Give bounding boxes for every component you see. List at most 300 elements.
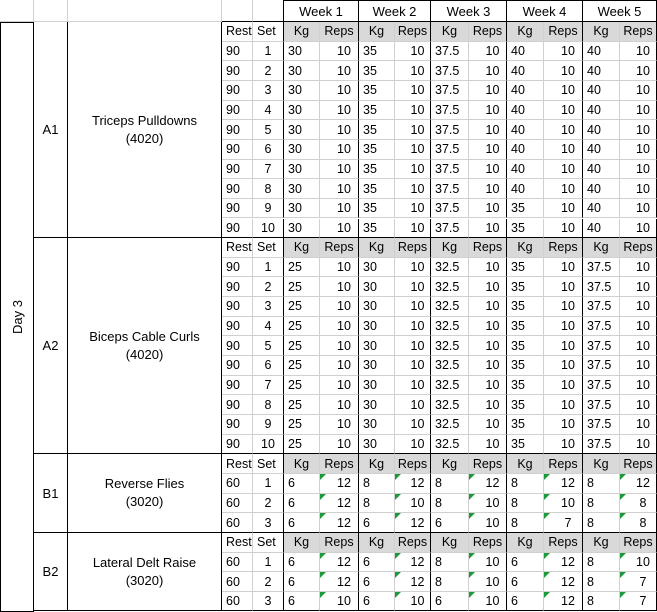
- column-header-kg[interactable]: [284, 454, 320, 474]
- column-header-set[interactable]: [253, 533, 284, 553]
- set-cell[interactable]: [253, 277, 284, 297]
- column-header-reps[interactable]: [469, 238, 507, 258]
- kg-cell[interactable]: [507, 553, 544, 573]
- kg-cell[interactable]: [284, 336, 320, 356]
- kg-cell[interactable]: [583, 199, 620, 219]
- rest-cell[interactable]: [222, 395, 253, 415]
- kg-cell[interactable]: [284, 395, 320, 415]
- exercise-code-cell[interactable]: [34, 533, 68, 612]
- column-header-kg[interactable]: [583, 533, 620, 553]
- week-header[interactable]: [284, 0, 359, 22]
- kg-cell[interactable]: [583, 474, 620, 494]
- reps-cell[interactable]: [320, 61, 359, 81]
- kg-cell[interactable]: [359, 160, 395, 180]
- kg-cell[interactable]: [431, 219, 469, 239]
- reps-cell[interactable]: [544, 415, 583, 435]
- kg-cell[interactable]: [583, 435, 620, 455]
- reps-cell[interactable]: [620, 553, 657, 573]
- reps-cell[interactable]: [395, 572, 431, 592]
- reps-cell[interactable]: [320, 592, 359, 612]
- reps-cell[interactable]: [620, 356, 657, 376]
- reps-cell[interactable]: [395, 179, 431, 199]
- kg-cell[interactable]: [359, 42, 395, 62]
- column-header-reps[interactable]: [320, 238, 359, 258]
- column-header-kg[interactable]: [431, 533, 469, 553]
- column-header-reps[interactable]: [544, 238, 583, 258]
- kg-cell[interactable]: [583, 61, 620, 81]
- kg-cell[interactable]: [583, 376, 620, 396]
- rest-cell[interactable]: [222, 277, 253, 297]
- set-cell[interactable]: [253, 592, 284, 612]
- kg-cell[interactable]: [507, 376, 544, 396]
- kg-cell[interactable]: [284, 415, 320, 435]
- reps-cell[interactable]: [320, 277, 359, 297]
- kg-cell[interactable]: [431, 553, 469, 573]
- kg-cell[interactable]: [359, 395, 395, 415]
- kg-cell[interactable]: [431, 61, 469, 81]
- reps-cell[interactable]: [620, 474, 657, 494]
- reps-cell[interactable]: [620, 435, 657, 455]
- kg-cell[interactable]: [431, 277, 469, 297]
- kg-cell[interactable]: [431, 42, 469, 62]
- reps-cell[interactable]: [620, 317, 657, 337]
- reps-cell[interactable]: [544, 199, 583, 219]
- reps-cell[interactable]: [620, 160, 657, 180]
- rest-cell[interactable]: [222, 140, 253, 160]
- reps-cell[interactable]: [320, 513, 359, 533]
- column-header-reps[interactable]: [320, 454, 359, 474]
- reps-cell[interactable]: [395, 219, 431, 239]
- reps-cell[interactable]: [469, 277, 507, 297]
- kg-cell[interactable]: [359, 592, 395, 612]
- set-cell[interactable]: [253, 494, 284, 514]
- reps-cell[interactable]: [395, 140, 431, 160]
- reps-cell[interactable]: [620, 513, 657, 533]
- reps-cell[interactable]: [544, 101, 583, 121]
- reps-cell[interactable]: [395, 81, 431, 101]
- rest-cell[interactable]: [222, 317, 253, 337]
- kg-cell[interactable]: [431, 494, 469, 514]
- rest-cell[interactable]: [222, 160, 253, 180]
- reps-cell[interactable]: [620, 199, 657, 219]
- kg-cell[interactable]: [359, 140, 395, 160]
- kg-cell[interactable]: [583, 160, 620, 180]
- reps-cell[interactable]: [544, 513, 583, 533]
- kg-cell[interactable]: [359, 415, 395, 435]
- set-cell[interactable]: [253, 160, 284, 180]
- kg-cell[interactable]: [284, 199, 320, 219]
- exercise-code-cell[interactable]: [34, 238, 68, 454]
- reps-cell[interactable]: [320, 572, 359, 592]
- reps-cell[interactable]: [320, 199, 359, 219]
- column-header-rest[interactable]: [222, 533, 253, 553]
- kg-cell[interactable]: [507, 179, 544, 199]
- kg-cell[interactable]: [284, 474, 320, 494]
- exercise-code-cell[interactable]: [34, 22, 68, 238]
- column-header-reps[interactable]: [469, 454, 507, 474]
- rest-cell[interactable]: [222, 120, 253, 140]
- reps-cell[interactable]: [395, 336, 431, 356]
- reps-cell[interactable]: [469, 42, 507, 62]
- kg-cell[interactable]: [359, 219, 395, 239]
- column-header-kg[interactable]: [284, 238, 320, 258]
- set-cell[interactable]: [253, 553, 284, 573]
- kg-cell[interactable]: [284, 61, 320, 81]
- set-cell[interactable]: [253, 140, 284, 160]
- reps-cell[interactable]: [620, 395, 657, 415]
- reps-cell[interactable]: [320, 356, 359, 376]
- reps-cell[interactable]: [469, 120, 507, 140]
- column-header-reps[interactable]: [469, 533, 507, 553]
- column-header-rest[interactable]: [222, 454, 253, 474]
- reps-cell[interactable]: [395, 376, 431, 396]
- set-cell[interactable]: [253, 179, 284, 199]
- reps-cell[interactable]: [544, 258, 583, 278]
- reps-cell[interactable]: [620, 42, 657, 62]
- reps-cell[interactable]: [320, 42, 359, 62]
- reps-cell[interactable]: [544, 61, 583, 81]
- set-cell[interactable]: [253, 61, 284, 81]
- reps-cell[interactable]: [469, 553, 507, 573]
- reps-cell[interactable]: [620, 140, 657, 160]
- set-cell[interactable]: [253, 101, 284, 121]
- column-header-reps[interactable]: [544, 533, 583, 553]
- kg-cell[interactable]: [583, 513, 620, 533]
- kg-cell[interactable]: [359, 81, 395, 101]
- reps-cell[interactable]: [620, 592, 657, 612]
- reps-cell[interactable]: [395, 120, 431, 140]
- kg-cell[interactable]: [507, 494, 544, 514]
- reps-cell[interactable]: [395, 199, 431, 219]
- reps-cell[interactable]: [544, 81, 583, 101]
- column-header-reps[interactable]: [395, 533, 431, 553]
- reps-cell[interactable]: [469, 61, 507, 81]
- reps-cell[interactable]: [544, 435, 583, 455]
- rest-cell[interactable]: [222, 553, 253, 573]
- reps-cell[interactable]: [320, 297, 359, 317]
- reps-cell[interactable]: [469, 179, 507, 199]
- kg-cell[interactable]: [284, 297, 320, 317]
- reps-cell[interactable]: [395, 592, 431, 612]
- column-header-reps[interactable]: [620, 22, 657, 42]
- exercise-name-cell[interactable]: [68, 22, 222, 238]
- reps-cell[interactable]: [544, 474, 583, 494]
- rest-cell[interactable]: [222, 494, 253, 514]
- rest-cell[interactable]: [222, 179, 253, 199]
- reps-cell[interactable]: [620, 494, 657, 514]
- kg-cell[interactable]: [284, 494, 320, 514]
- reps-cell[interactable]: [469, 474, 507, 494]
- rest-cell[interactable]: [222, 258, 253, 278]
- kg-cell[interactable]: [583, 494, 620, 514]
- kg-cell[interactable]: [583, 297, 620, 317]
- kg-cell[interactable]: [359, 61, 395, 81]
- column-header-reps[interactable]: [544, 22, 583, 42]
- column-header-kg[interactable]: [359, 22, 395, 42]
- kg-cell[interactable]: [507, 101, 544, 121]
- reps-cell[interactable]: [469, 336, 507, 356]
- kg-cell[interactable]: [583, 120, 620, 140]
- column-header-kg[interactable]: [507, 22, 544, 42]
- reps-cell[interactable]: [469, 258, 507, 278]
- reps-cell[interactable]: [544, 356, 583, 376]
- reps-cell[interactable]: [544, 553, 583, 573]
- kg-cell[interactable]: [583, 277, 620, 297]
- reps-cell[interactable]: [620, 120, 657, 140]
- reps-cell[interactable]: [544, 494, 583, 514]
- reps-cell[interactable]: [395, 42, 431, 62]
- set-cell[interactable]: [253, 81, 284, 101]
- rest-cell[interactable]: [222, 336, 253, 356]
- set-cell[interactable]: [253, 258, 284, 278]
- reps-cell[interactable]: [395, 474, 431, 494]
- kg-cell[interactable]: [284, 572, 320, 592]
- reps-cell[interactable]: [320, 553, 359, 573]
- reps-cell[interactable]: [395, 101, 431, 121]
- kg-cell[interactable]: [359, 179, 395, 199]
- column-header-kg[interactable]: [583, 454, 620, 474]
- kg-cell[interactable]: [583, 336, 620, 356]
- reps-cell[interactable]: [395, 513, 431, 533]
- kg-cell[interactable]: [507, 395, 544, 415]
- kg-cell[interactable]: [507, 435, 544, 455]
- kg-cell[interactable]: [431, 140, 469, 160]
- column-header-rest[interactable]: [222, 22, 253, 42]
- set-cell[interactable]: [253, 435, 284, 455]
- rest-cell[interactable]: [222, 199, 253, 219]
- kg-cell[interactable]: [583, 140, 620, 160]
- reps-cell[interactable]: [544, 395, 583, 415]
- reps-cell[interactable]: [469, 572, 507, 592]
- kg-cell[interactable]: [431, 474, 469, 494]
- week-header[interactable]: [583, 0, 657, 22]
- column-header-kg[interactable]: [507, 238, 544, 258]
- reps-cell[interactable]: [395, 553, 431, 573]
- reps-cell[interactable]: [469, 435, 507, 455]
- reps-cell[interactable]: [320, 258, 359, 278]
- kg-cell[interactable]: [359, 435, 395, 455]
- kg-cell[interactable]: [583, 179, 620, 199]
- empty-header-cell[interactable]: [222, 0, 253, 22]
- column-header-reps[interactable]: [620, 454, 657, 474]
- kg-cell[interactable]: [583, 219, 620, 239]
- kg-cell[interactable]: [583, 42, 620, 62]
- kg-cell[interactable]: [431, 376, 469, 396]
- rest-cell[interactable]: [222, 415, 253, 435]
- reps-cell[interactable]: [469, 317, 507, 337]
- kg-cell[interactable]: [284, 435, 320, 455]
- empty-header-cell[interactable]: [68, 0, 222, 22]
- kg-cell[interactable]: [359, 336, 395, 356]
- reps-cell[interactable]: [469, 219, 507, 239]
- kg-cell[interactable]: [507, 61, 544, 81]
- reps-cell[interactable]: [469, 160, 507, 180]
- reps-cell[interactable]: [469, 199, 507, 219]
- kg-cell[interactable]: [507, 277, 544, 297]
- reps-cell[interactable]: [395, 317, 431, 337]
- week-header[interactable]: [431, 0, 507, 22]
- kg-cell[interactable]: [431, 101, 469, 121]
- column-header-set[interactable]: [253, 238, 284, 258]
- reps-cell[interactable]: [320, 160, 359, 180]
- reps-cell[interactable]: [620, 81, 657, 101]
- kg-cell[interactable]: [583, 356, 620, 376]
- kg-cell[interactable]: [431, 572, 469, 592]
- week-header[interactable]: [507, 0, 583, 22]
- exercise-name-cell[interactable]: [68, 533, 222, 612]
- column-header-set[interactable]: [253, 22, 284, 42]
- kg-cell[interactable]: [431, 317, 469, 337]
- kg-cell[interactable]: [507, 81, 544, 101]
- rest-cell[interactable]: [222, 435, 253, 455]
- reps-cell[interactable]: [544, 336, 583, 356]
- rest-cell[interactable]: [222, 474, 253, 494]
- kg-cell[interactable]: [583, 258, 620, 278]
- column-header-kg[interactable]: [507, 533, 544, 553]
- kg-cell[interactable]: [507, 199, 544, 219]
- reps-cell[interactable]: [395, 258, 431, 278]
- reps-cell[interactable]: [620, 258, 657, 278]
- rest-cell[interactable]: [222, 61, 253, 81]
- reps-cell[interactable]: [395, 395, 431, 415]
- set-cell[interactable]: [253, 513, 284, 533]
- rest-cell[interactable]: [222, 356, 253, 376]
- reps-cell[interactable]: [469, 81, 507, 101]
- column-header-kg[interactable]: [583, 238, 620, 258]
- set-cell[interactable]: [253, 474, 284, 494]
- kg-cell[interactable]: [431, 160, 469, 180]
- kg-cell[interactable]: [359, 356, 395, 376]
- set-cell[interactable]: [253, 199, 284, 219]
- reps-cell[interactable]: [544, 297, 583, 317]
- week-header[interactable]: [359, 0, 431, 22]
- kg-cell[interactable]: [284, 592, 320, 612]
- kg-cell[interactable]: [583, 317, 620, 337]
- kg-cell[interactable]: [507, 317, 544, 337]
- kg-cell[interactable]: [507, 513, 544, 533]
- kg-cell[interactable]: [359, 120, 395, 140]
- set-cell[interactable]: [253, 317, 284, 337]
- set-cell[interactable]: [253, 415, 284, 435]
- reps-cell[interactable]: [544, 317, 583, 337]
- reps-cell[interactable]: [320, 494, 359, 514]
- kg-cell[interactable]: [507, 42, 544, 62]
- kg-cell[interactable]: [431, 395, 469, 415]
- reps-cell[interactable]: [320, 101, 359, 121]
- column-header-kg[interactable]: [284, 22, 320, 42]
- set-cell[interactable]: [253, 572, 284, 592]
- kg-cell[interactable]: [359, 553, 395, 573]
- empty-header-cell[interactable]: [253, 0, 284, 22]
- kg-cell[interactable]: [284, 513, 320, 533]
- kg-cell[interactable]: [507, 415, 544, 435]
- reps-cell[interactable]: [469, 101, 507, 121]
- reps-cell[interactable]: [320, 81, 359, 101]
- reps-cell[interactable]: [469, 494, 507, 514]
- reps-cell[interactable]: [620, 101, 657, 121]
- kg-cell[interactable]: [431, 592, 469, 612]
- reps-cell[interactable]: [544, 277, 583, 297]
- set-cell[interactable]: [253, 297, 284, 317]
- column-header-reps[interactable]: [544, 454, 583, 474]
- reps-cell[interactable]: [320, 317, 359, 337]
- rest-cell[interactable]: [222, 297, 253, 317]
- rest-cell[interactable]: [222, 42, 253, 62]
- kg-cell[interactable]: [431, 336, 469, 356]
- reps-cell[interactable]: [544, 376, 583, 396]
- reps-cell[interactable]: [544, 219, 583, 239]
- kg-cell[interactable]: [583, 101, 620, 121]
- reps-cell[interactable]: [395, 160, 431, 180]
- kg-cell[interactable]: [507, 219, 544, 239]
- kg-cell[interactable]: [359, 317, 395, 337]
- rest-cell[interactable]: [222, 592, 253, 612]
- kg-cell[interactable]: [431, 179, 469, 199]
- exercise-code-cell[interactable]: [34, 454, 68, 533]
- kg-cell[interactable]: [359, 297, 395, 317]
- reps-cell[interactable]: [320, 140, 359, 160]
- reps-cell[interactable]: [469, 376, 507, 396]
- kg-cell[interactable]: [507, 160, 544, 180]
- empty-header-cell[interactable]: [0, 0, 34, 22]
- reps-cell[interactable]: [620, 61, 657, 81]
- reps-cell[interactable]: [469, 356, 507, 376]
- rest-cell[interactable]: [222, 81, 253, 101]
- kg-cell[interactable]: [284, 277, 320, 297]
- kg-cell[interactable]: [431, 81, 469, 101]
- kg-cell[interactable]: [583, 553, 620, 573]
- reps-cell[interactable]: [620, 277, 657, 297]
- reps-cell[interactable]: [469, 592, 507, 612]
- kg-cell[interactable]: [284, 317, 320, 337]
- empty-header-cell[interactable]: [34, 0, 68, 22]
- reps-cell[interactable]: [544, 160, 583, 180]
- kg-cell[interactable]: [583, 415, 620, 435]
- kg-cell[interactable]: [431, 120, 469, 140]
- column-header-reps[interactable]: [620, 533, 657, 553]
- kg-cell[interactable]: [284, 160, 320, 180]
- kg-cell[interactable]: [284, 376, 320, 396]
- column-header-kg[interactable]: [359, 533, 395, 553]
- kg-cell[interactable]: [359, 513, 395, 533]
- set-cell[interactable]: [253, 42, 284, 62]
- reps-cell[interactable]: [544, 179, 583, 199]
- kg-cell[interactable]: [583, 81, 620, 101]
- kg-cell[interactable]: [507, 258, 544, 278]
- rest-cell[interactable]: [222, 376, 253, 396]
- reps-cell[interactable]: [469, 415, 507, 435]
- kg-cell[interactable]: [359, 376, 395, 396]
- kg-cell[interactable]: [431, 435, 469, 455]
- kg-cell[interactable]: [431, 258, 469, 278]
- reps-cell[interactable]: [395, 435, 431, 455]
- reps-cell[interactable]: [320, 336, 359, 356]
- reps-cell[interactable]: [620, 336, 657, 356]
- reps-cell[interactable]: [395, 277, 431, 297]
- kg-cell[interactable]: [284, 42, 320, 62]
- kg-cell[interactable]: [583, 572, 620, 592]
- column-header-kg[interactable]: [507, 454, 544, 474]
- kg-cell[interactable]: [507, 297, 544, 317]
- reps-cell[interactable]: [320, 415, 359, 435]
- day-label-cell[interactable]: [0, 22, 34, 612]
- set-cell[interactable]: [253, 376, 284, 396]
- kg-cell[interactable]: [359, 101, 395, 121]
- reps-cell[interactable]: [544, 120, 583, 140]
- kg-cell[interactable]: [284, 120, 320, 140]
- reps-cell[interactable]: [620, 415, 657, 435]
- reps-cell[interactable]: [395, 297, 431, 317]
